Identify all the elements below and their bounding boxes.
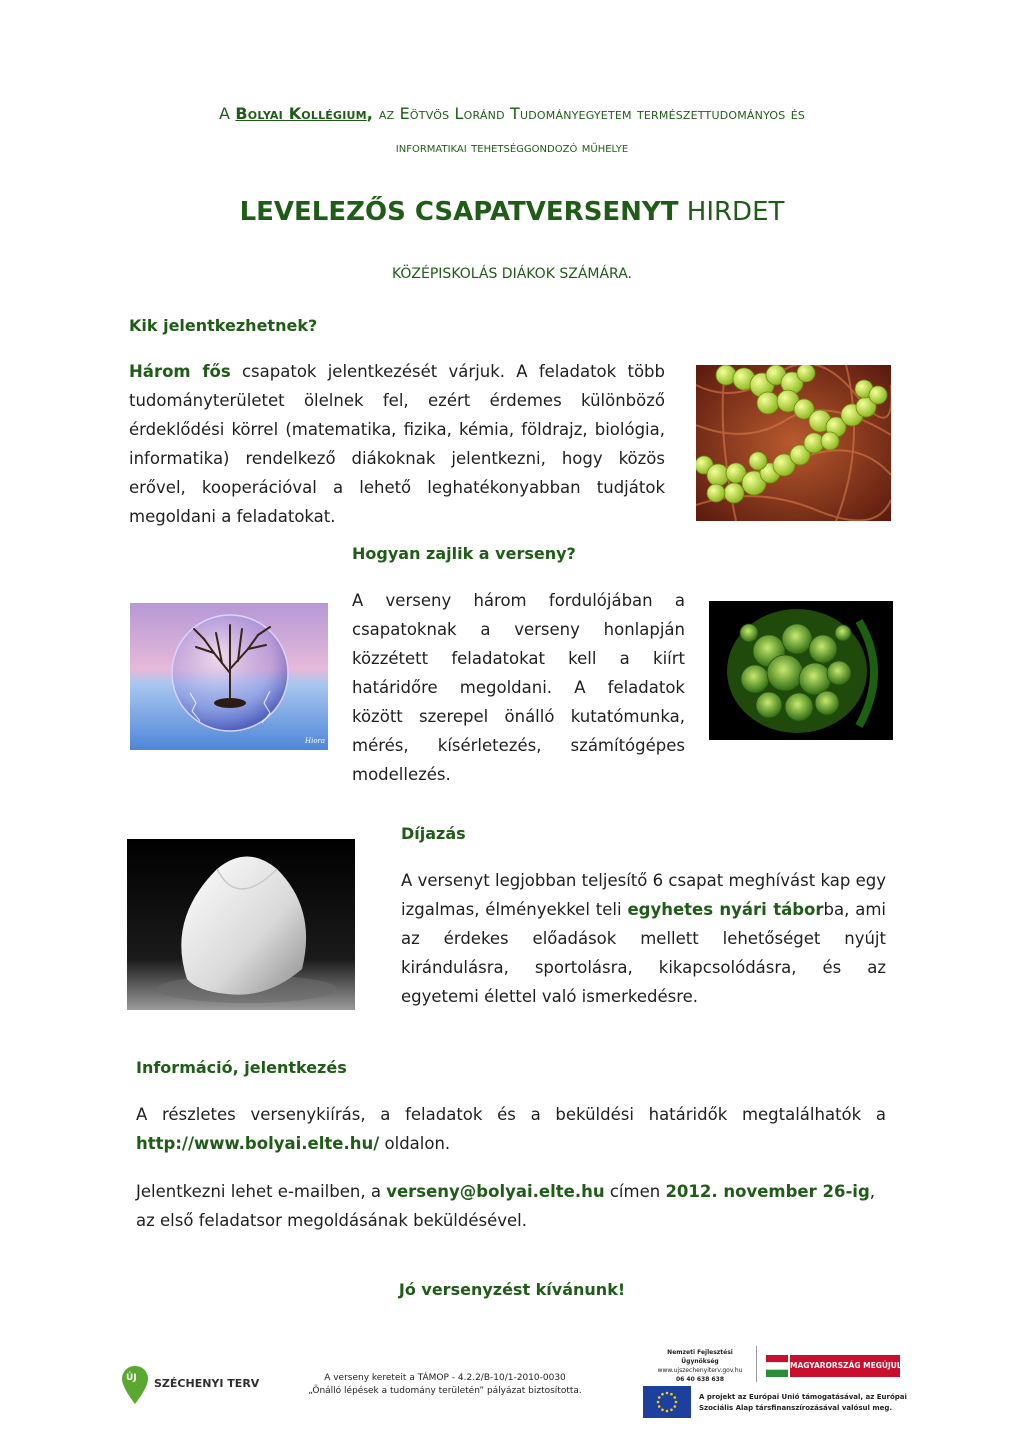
nfu-name: Nemzeti Fejlesztési Ügynökség (667, 1349, 733, 1365)
szechenyi-text: SZÉCHENYI TERV (154, 1377, 260, 1390)
title-bold: LEVELEZŐS CSAPATVERSENYT (239, 197, 679, 227)
szechenyi-uj: ÚJ (126, 1373, 137, 1383)
tree-sphere-image (130, 603, 328, 750)
footer-funding-line1: A verseny kereteit a TÁMOP - 4.2.2/B-10/1-2010-0030 (324, 1373, 566, 1383)
nfu-url: www.ujszechenyiterv.gov.hu (657, 1367, 743, 1374)
mo-text: MAGYARORSZÁG MEGÚJUL (790, 1355, 900, 1377)
section1-bold: Három fős (129, 362, 231, 381)
section3-body-post: ba, ami az érdekes előadások mellett lehetőséget nyújt kirándulásra, sportolásra, kikapcsolódásra, és az egyetemi élettel való ismerkedésre. (401, 900, 886, 1006)
header-org: Bolyai Kollégium (235, 104, 367, 123)
page-subtitle: KÖZÉPISKOLÁS DIÁKOK SZÁMÁRA. (391, 266, 632, 282)
header-line-2: informatikai tehetséggondozó műhelye (395, 140, 629, 156)
section2-text: A verseny három fordulójában a csapatoknak a verseny honlapján közzétett feladatokat kell a kiírt határidőre megoldani. A feladatok között szerepel önálló kutatómunka, mérés, kísérletezés, számítógépes modellezés. (352, 591, 685, 784)
section1-text (129, 357, 665, 531)
eu-flag-icon (643, 1386, 691, 1418)
nfu-phone: 06 40 638 638 (675, 1376, 724, 1383)
nfu-block (648, 1348, 752, 1384)
white-solid-image (127, 839, 355, 1010)
section4-heading: Információ, jelentkezés (136, 1058, 347, 1077)
svg-text:Hiora: Hiora (305, 737, 326, 745)
eu-text-line1: A projekt az Európai Unió támogatásával, az Európai (699, 1393, 907, 1401)
section4-p2-pre: Jelentkezni lehet e-mailben, a (136, 1182, 387, 1201)
section4-p2-post: , (869, 1182, 876, 1201)
header-prefix: A (218, 104, 236, 123)
website-link[interactable]: http://www.bolyai.elte.hu/ (136, 1134, 380, 1153)
section1-body: csapatok jelentkezését várjuk. A feladatok több tudományterületet ölelnek fel, ezért érdemes különböző érdeklődési körrel (matematika, fizika, kémia, földrajz, biológia, informatika) rendelkező diákoknak jelentkezni, hogy közös erővel, kooperációval a lehető leghatékonyabban tudjátok megoldani a feladatokat. (129, 362, 665, 526)
szechenyi-logo (122, 1366, 260, 1406)
hungarian-flag-icon (766, 1355, 788, 1377)
title-rest: HIRDET (678, 197, 785, 227)
section3-bold: egyhetes nyári tábor (627, 900, 824, 919)
section4-p1-post: oldalon. (379, 1134, 451, 1153)
section4-p2-mid: címen (604, 1182, 666, 1201)
footer-divider (756, 1346, 757, 1382)
footer-funding-line2: „Önálló lépések a tudomány területén” pályázat biztosította. (308, 1386, 582, 1396)
section4-p1-pre: A részletes versenykiírás, a feladatok és a beküldési határidők megtalálhatók a (136, 1105, 886, 1124)
header-line-1: A Bolyai Kollégium, az Eötvös Loránd Tudományegyetem természettudományos és (218, 104, 806, 123)
romanesco-image (709, 601, 893, 740)
bacteria-image (696, 365, 891, 521)
email-link[interactable]: verseny@bolyai.elte.hu (386, 1182, 605, 1201)
section3-heading: Díjazás (401, 824, 466, 843)
eu-text (699, 1392, 909, 1414)
page-title (0, 197, 1024, 227)
szechenyi-pin-icon (122, 1366, 148, 1404)
eu-text-line2: Szociális Alap társfinanszírozásával valósul meg. (699, 1404, 893, 1412)
section3-body-pre: A versenyt legjobban teljesítő 6 csapat meghívást kap egy izgalmas, élményekkel teli (401, 871, 886, 919)
section4-p2 (136, 1177, 886, 1206)
deadline-date: 2012. november 26-ig (665, 1182, 870, 1201)
mo-logo (766, 1355, 900, 1377)
section1-heading: Kik jelentkezhetnek? (129, 316, 318, 335)
section2-heading: Hogyan zajlik a verseny? (352, 544, 576, 563)
footer-funding-text (275, 1372, 615, 1398)
closing-text: Jó versenyzést kívánunk! (398, 1280, 626, 1299)
section4-p3: az első feladatsor megoldásának beküldésével. (136, 1211, 527, 1230)
section4-p1 (136, 1100, 886, 1158)
section3-text (401, 866, 886, 1011)
header-org-desc: az Eötvös Loránd Tudományegyetem természettudományos és (378, 104, 806, 123)
